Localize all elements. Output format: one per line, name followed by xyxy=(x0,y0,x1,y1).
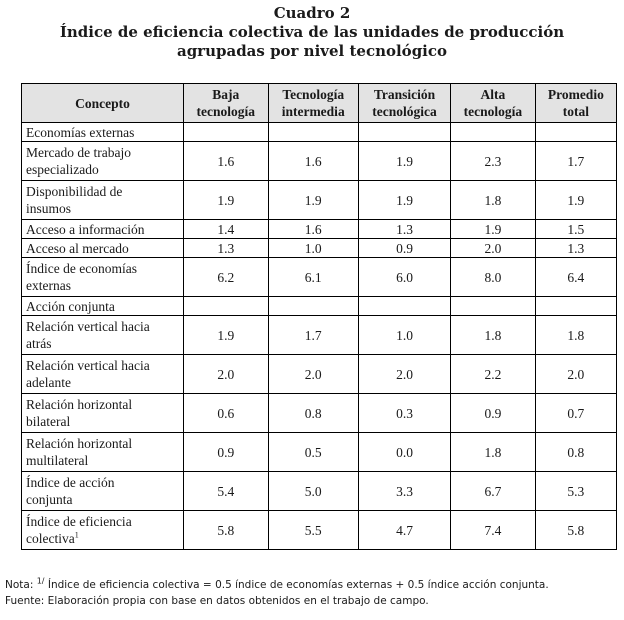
value-cell: 1.9 xyxy=(451,220,536,239)
empty-cell xyxy=(451,297,536,316)
value-cell: 1.9 xyxy=(268,181,358,220)
value-cell: 5.8 xyxy=(184,511,269,550)
source-line: Fuente: Elaboración propia con base en datos obtenidos en el trabajo de campo. xyxy=(5,595,429,607)
value-cell: 6.1 xyxy=(268,258,358,297)
empty-cell xyxy=(535,297,616,316)
table-caption xyxy=(0,4,624,61)
value-cell: 1.0 xyxy=(358,316,450,355)
value-cell: 0.7 xyxy=(535,394,616,433)
empty-cell xyxy=(184,123,269,142)
value-cell: 1.9 xyxy=(184,316,269,355)
value-cell: 2.0 xyxy=(268,355,358,394)
row-label: Relación horizontal multilateral xyxy=(22,433,184,472)
value-cell: 8.0 xyxy=(451,258,536,297)
header-baja-tecnologia: Baja tecnología xyxy=(184,84,269,123)
value-cell: 6.0 xyxy=(358,258,450,297)
value-cell: 2.0 xyxy=(451,239,536,258)
row-label: Índice de economías externas xyxy=(22,258,184,297)
footnote-marker: 1 xyxy=(74,530,79,540)
value-cell: 5.0 xyxy=(268,472,358,511)
value-cell: 0.9 xyxy=(451,394,536,433)
value-cell: 1.3 xyxy=(535,239,616,258)
caption-title-line-2: agrupadas por nivel tecnológico xyxy=(176,42,448,60)
value-cell: 0.6 xyxy=(184,394,269,433)
value-cell: 6.4 xyxy=(535,258,616,297)
table-row xyxy=(22,394,617,433)
value-cell: 0.5 xyxy=(268,433,358,472)
row-label: Mercado de trabajo especializado xyxy=(22,142,184,181)
subtotal-row xyxy=(22,258,617,297)
value-cell: 1.3 xyxy=(358,220,450,239)
value-cell: 2.0 xyxy=(358,355,450,394)
header-transicion-tecnologica: Transición tecnológica xyxy=(358,84,450,123)
table-body xyxy=(22,123,617,550)
empty-cell xyxy=(535,123,616,142)
value-cell: 0.0 xyxy=(358,433,450,472)
caption-number: Cuadro 2 xyxy=(273,4,351,22)
value-cell: 5.3 xyxy=(535,472,616,511)
header-tecnologia-intermedia: Tecnología intermedia xyxy=(268,84,358,123)
value-cell: 1.7 xyxy=(535,142,616,181)
value-cell: 5.8 xyxy=(535,511,616,550)
section-label: Economías externas xyxy=(22,123,184,142)
value-cell: 2.3 xyxy=(451,142,536,181)
value-cell: 0.8 xyxy=(268,394,358,433)
value-cell: 1.0 xyxy=(268,239,358,258)
table-notes xyxy=(5,577,620,609)
value-cell: 3.3 xyxy=(358,472,450,511)
table-row xyxy=(22,355,617,394)
empty-cell xyxy=(268,297,358,316)
empty-cell xyxy=(358,123,450,142)
table-row xyxy=(22,220,617,239)
header-row xyxy=(22,84,617,123)
value-cell: 1.8 xyxy=(451,316,536,355)
empty-cell xyxy=(184,297,269,316)
value-cell: 1.3 xyxy=(184,239,269,258)
table-row xyxy=(22,433,617,472)
value-cell: 1.6 xyxy=(184,142,269,181)
value-cell: 1.9 xyxy=(358,181,450,220)
value-cell: 1.9 xyxy=(358,142,450,181)
table-row xyxy=(22,239,617,258)
header-alta-tecnologia: Alta tecnología xyxy=(451,84,536,123)
empty-cell xyxy=(268,123,358,142)
header-concepto: Concepto xyxy=(22,84,184,123)
value-cell: 1.4 xyxy=(184,220,269,239)
row-label: Acceso a información xyxy=(22,220,184,239)
section-label: Acción conjunta xyxy=(22,297,184,316)
value-cell: 1.8 xyxy=(451,181,536,220)
value-cell: 1.5 xyxy=(535,220,616,239)
value-cell: 0.9 xyxy=(184,433,269,472)
row-label: Relación horizontal bilateral xyxy=(22,394,184,433)
row-label: Acceso al mercado xyxy=(22,239,184,258)
caption-title-line-1: Índice de eficiencia colectiva de las unidades de producción xyxy=(59,23,565,41)
value-cell: 2.2 xyxy=(451,355,536,394)
value-cell: 2.0 xyxy=(184,355,269,394)
value-cell: 1.6 xyxy=(268,220,358,239)
value-cell: 7.4 xyxy=(451,511,536,550)
table-row xyxy=(22,316,617,355)
row-label: Índice de eficiencia colectiva$^1$ xyxy=(22,511,184,550)
value-cell: 2.0 xyxy=(535,355,616,394)
value-cell: 6.7 xyxy=(451,472,536,511)
note-line: Nota: $^{1/}$ Índice de eficiencia colectiva = 0.5 índice de economías externas + 0.5 índice acción conjunta. xyxy=(5,576,549,591)
row-label: Relación vertical hacia atrás xyxy=(22,316,184,355)
row-label: Relación vertical hacia adelante xyxy=(22,355,184,394)
empty-cell xyxy=(358,297,450,316)
efficiency-table xyxy=(21,83,617,550)
value-cell: 1.7 xyxy=(268,316,358,355)
row-label: Índice de acción conjunta xyxy=(22,472,184,511)
value-cell: 1.6 xyxy=(268,142,358,181)
row-label: Disponibilidad de insumos xyxy=(22,181,184,220)
value-cell: 6.2 xyxy=(184,258,269,297)
value-cell: 5.5 xyxy=(268,511,358,550)
header-promedio-total: Promedio total xyxy=(535,84,616,123)
efficiency-total-row xyxy=(22,511,617,550)
section-header-row xyxy=(22,297,617,316)
value-cell: 1.8 xyxy=(451,433,536,472)
value-cell: 0.8 xyxy=(535,433,616,472)
subtotal-row xyxy=(22,472,617,511)
empty-cell xyxy=(451,123,536,142)
value-cell: 5.4 xyxy=(184,472,269,511)
value-cell: 1.9 xyxy=(535,181,616,220)
section-header-row xyxy=(22,123,617,142)
value-cell: 1.8 xyxy=(535,316,616,355)
value-cell: 0.3 xyxy=(358,394,450,433)
value-cell: 4.7 xyxy=(358,511,450,550)
value-cell: 0.9 xyxy=(358,239,450,258)
table-row xyxy=(22,142,617,181)
table-row xyxy=(22,181,617,220)
value-cell: 1.9 xyxy=(184,181,269,220)
